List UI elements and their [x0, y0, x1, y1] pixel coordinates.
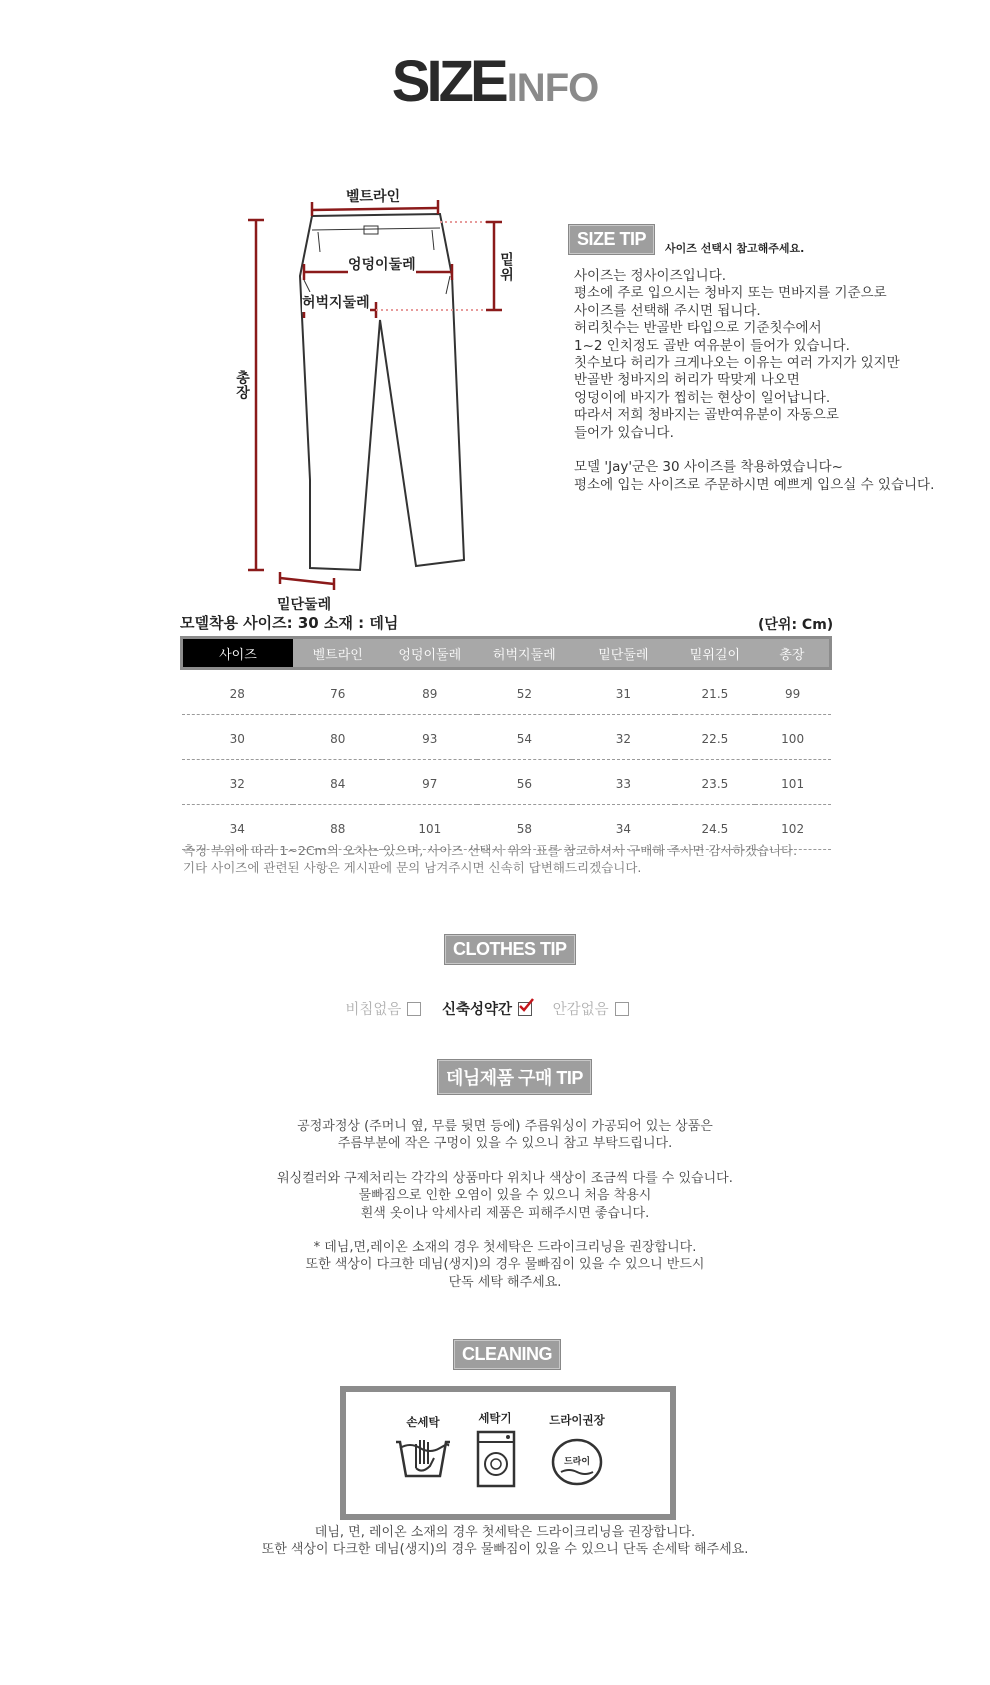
total-length-label: 총장: [234, 370, 250, 400]
table-cell: 88: [293, 805, 383, 850]
col-rise: 밑위길이: [675, 638, 755, 669]
note-line: 기타 사이즈에 관련된 사항은 게시판에 문의 남겨주시면 신속히 답변해드리겠습니다.: [183, 860, 642, 875]
denim-line: 흰색 옷이나 악세사리 제품은 피해주시면 좋습니다.: [360, 1205, 650, 1221]
col-belt-line: 벨트라인: [293, 638, 383, 669]
hem-label: 밑단둘레: [277, 594, 331, 614]
hand-wash-label: 손세탁: [406, 1415, 440, 1429]
pants-diagram: [200, 180, 520, 613]
tip-line: 칫수보다 허리가 크게나오는 이유는 여러 가지가 있지만: [574, 355, 900, 372]
dry-clean-icon: [549, 1434, 605, 1490]
tip-line: 평소에 입는 사이즈로 주문하시면 예쁘게 입으실 수 있습니다.: [574, 476, 935, 493]
table-row: [182, 715, 831, 760]
belt-line-label: 벨트라인: [346, 186, 400, 206]
table-cell: 22.5: [675, 715, 755, 760]
size-tip-text: [574, 268, 974, 494]
table-cell: 30: [182, 715, 293, 760]
table-cell: 21.5: [675, 669, 755, 715]
option-slight-stretch: 신축성약간: [441, 1002, 513, 1018]
col-hem: 밑단둘레: [572, 638, 675, 669]
hand-wash-item: [388, 1414, 458, 1485]
table-cell: 32: [572, 715, 675, 760]
size-table: [180, 636, 832, 850]
table-cell: 97: [382, 760, 477, 805]
table-cell: 76: [293, 669, 383, 715]
tip-line: 따라서 저희 청바지는 골반여유분이 자동으로: [574, 407, 839, 424]
table-cell: 58: [477, 805, 572, 850]
cleaning-line: 또한 색상이 다크한 데님(생지)의 경우 물빠짐이 있을 수 있으니 단독 손세탁 해주세요.: [261, 1542, 749, 1557]
tip-line: 평소에 주로 입으시는 청바지 또는 면바지를 기준으로: [574, 285, 887, 302]
dry-clean-label: 드라이권장: [549, 1413, 605, 1427]
cleaning-text: [0, 1524, 990, 1558]
note-line: 측정 부위에 따라 1~2Cm의 오차는 있으며, 사이즈 선택시 위의 표를 참고하셔서 구매해 주시면 감사하겠습니다.: [183, 843, 798, 858]
table-cell: 80: [293, 715, 383, 760]
table-cell: 100: [755, 715, 831, 760]
table-cell: 34: [182, 805, 293, 850]
table-cell: 89: [382, 669, 477, 715]
rise-label: 밑위: [498, 252, 514, 282]
table-cell: 101: [382, 805, 477, 850]
denim-line: 주름부분에 작은 구멍이 있을 수 있으니 참고 부탁드립니다.: [337, 1136, 673, 1152]
thigh-label: 허벅지둘레: [302, 292, 370, 312]
tip-line: 1~2 인치정도 골반 여유분이 들어가 있습니다.: [574, 337, 850, 354]
table-cell: 54: [477, 715, 572, 760]
table-row: [182, 669, 831, 715]
denim-line: 물빠짐으로 인한 오염이 있을 수 있으니 처음 착용시: [358, 1188, 652, 1204]
dry-symbol-text: 드라이: [563, 1457, 591, 1467]
table-cell: 101: [755, 760, 831, 805]
page-title: [0, 48, 990, 115]
table-cell: 93: [382, 715, 477, 760]
table-cell: 52: [477, 669, 572, 715]
cleaning-badge: CLEANING: [453, 1339, 561, 1370]
table-cell: 23.5: [675, 760, 755, 805]
fabric-feature-row: [0, 998, 990, 1019]
checkbox-empty-icon: [615, 1002, 629, 1016]
checkbox-empty-icon: [407, 1002, 421, 1016]
table-cell: 56: [477, 760, 572, 805]
tip-line: 사이즈는 정사이즈입니다.: [574, 268, 727, 284]
tip-line: 반골반 청바지의 허리가 딱맞게 나오면: [574, 372, 800, 389]
col-thigh: 허벅지둘레: [477, 638, 572, 669]
col-size: 사이즈: [182, 638, 293, 669]
tip-line: 허리칫수는 반골반 타입으로 기준칫수에서: [574, 320, 822, 337]
denim-line: 워싱컬러와 구제처리는 각각의 상품마다 위치나 색상이 조금씩 다를 수 있습니다.: [277, 1170, 733, 1186]
denim-line: * 데님,면,레이온 소재의 경우 첫세탁은 드라이크리닝을 권장합니다.: [313, 1240, 697, 1256]
option-no-see-through: 비침없음: [345, 1002, 402, 1018]
size-tip-subtitle: 사이즈 선택시 참고해주세요.: [665, 242, 805, 255]
tip-line: 사이즈를 선택해 주시면 됩니다.: [574, 302, 761, 319]
size-tip-badge: SIZE TIP: [568, 224, 655, 255]
table-cell: 32: [182, 760, 293, 805]
hip-label: 엉덩이둘레: [348, 254, 416, 274]
denim-line: 단독 세탁 해주세요.: [448, 1274, 562, 1290]
col-total-length: 총장: [755, 638, 831, 669]
care-icons-box: [340, 1386, 676, 1520]
tip-line: [574, 442, 974, 459]
table-row: [182, 760, 831, 805]
title-size: SIZE: [391, 49, 505, 114]
table-header-row: [182, 638, 831, 669]
table-cell: 99: [755, 669, 831, 715]
table-cell: 24.5: [675, 805, 755, 850]
model-info: 모델착용 사이즈: 30 소재 : 데님: [180, 614, 399, 632]
cleaning-line: 데님, 면, 레이온 소재의 경우 첫세탁은 드라이크리닝을 권장합니다.: [314, 1525, 696, 1540]
table-cell: 102: [755, 805, 831, 850]
option-no-lining: 안감없음: [552, 1002, 609, 1018]
hand-wash-icon: [392, 1430, 454, 1482]
denim-line: 공정과정상 (주머니 옆, 무릎 뒷면 등에) 주름워싱이 가공되어 있는 상품은: [297, 1119, 713, 1134]
washing-machine-icon: [470, 1426, 520, 1490]
table-cell: 34: [572, 805, 675, 850]
measurement-note: [183, 842, 797, 876]
table-cell: 31: [572, 669, 675, 715]
checkbox-checked-icon: [518, 1002, 532, 1016]
denim-tip-text: [0, 1118, 990, 1291]
col-hip: 엉덩이둘레: [382, 638, 477, 669]
tip-line: 들어가 있습니다.: [574, 424, 674, 441]
unit-info: (단위: Cm): [758, 617, 834, 633]
title-info: INFO: [506, 66, 599, 110]
table-cell: 28: [182, 669, 293, 715]
dry-clean-item: [532, 1412, 622, 1490]
clothes-tip-badge: CLOTHES TIP: [444, 934, 576, 965]
tip-line: 모델 'Jay'군은 30 사이즈를 착용하였습니다~: [574, 459, 843, 476]
denim-tip-badge: 데님제품 구매 TIP: [437, 1059, 592, 1095]
machine-wash-item: [460, 1410, 530, 1493]
table-cell: 33: [572, 760, 675, 805]
denim-line: 또한 색상이 다크한 데님(생지)의 경우 물빠짐이 있을 수 있으니 반드시: [305, 1257, 705, 1273]
table-cell: 84: [293, 760, 383, 805]
tip-line: 엉덩이에 바지가 찝히는 현상이 일어납니다.: [574, 389, 831, 406]
machine-wash-label: 세탁기: [478, 1411, 512, 1425]
